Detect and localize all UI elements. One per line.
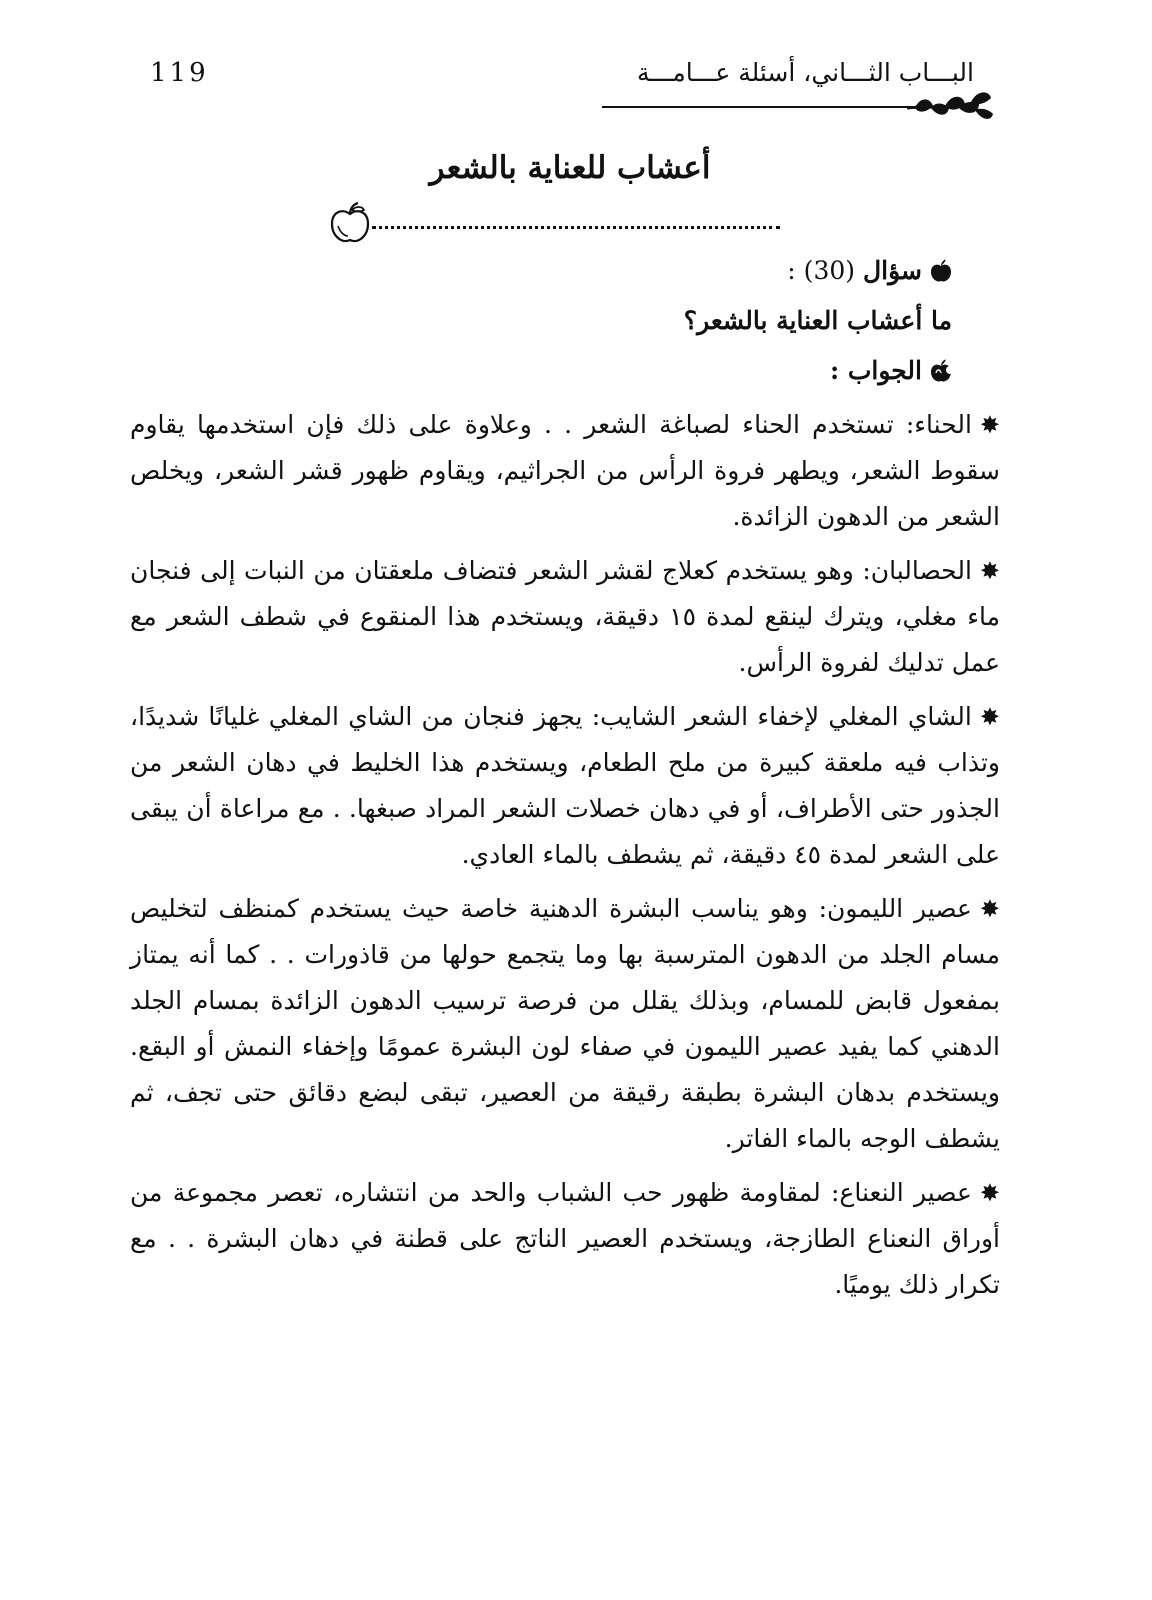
question-label: سؤال [863,256,922,285]
star-bullet-icon: ✸ [979,557,1000,585]
question-text [684,306,952,335]
star-bullet-icon: ✸ [979,895,1000,923]
question-number: (30) [803,256,856,285]
paragraph-henna [130,402,1000,540]
star-bullet-icon: ✸ [979,411,1000,439]
paragraph-rosemary [130,548,1000,686]
paragraph-lemon [130,886,1000,1162]
paragraph-text: الحناء: تستخدم الحناء لصباغة الشعر . . وعلاوة على ذلك فإن استخدمها يقاوم سقوط الشعر، ويطهر فروة الرأس من الجراثيم، ويقاوم ظهور قشر الشعر، ويخلص الشعر من الدهون الزائدة. [130,410,1000,531]
section-title: أعشاب للعناية بالشعر [429,150,711,186]
paragraph-tea [130,694,1000,878]
answer-heading [830,356,952,385]
star-bullet-icon: ✸ [979,1179,1000,1207]
paragraph-mint [130,1170,1000,1308]
running-header-title: البـــاب الثـــاني، أسئلة عـــامـــة [636,58,974,87]
paragraph-text: الحصالبان: وهو يستخدم كعلاج لقشر الشعر فتضاف ملعقتان من النبات إلى فنجان ماء مغلي، ويترك لينقع لمدة ١٥ دقيقة، ويستخدم هذا المنقوع في شطف الشعر مع عمل تدليك لفروة الرأس. [130,556,1001,677]
apple-bitten-icon [930,359,952,383]
leaf-branch-icon [905,86,995,134]
question-text-body: ما أعشاب العناية بالشعر؟ [683,306,952,335]
paragraph-text: الشاي المغلي لإخفاء الشعر الشايب: يجهز فنجان من الشاي المغلي غليانًا شديدًا، وتذاب فيه ملعقة كبيرة من ملح الطعام، ويستخدم هذا الخليط في دهان الشعر من الجذور حتى الأطراف، أو في دهان خصلات الشعر المراد صبغها. . مع مراعاة أن يبقى على الشعر لمدة ٤٥ دقيقة، ثم يشطف بالماء العادي. [130,702,1000,869]
star-bullet-icon: ✸ [979,703,1000,731]
paragraph-text: عصير الليمون: وهو يناسب البشرة الدهنية خاصة حيث يستخدم كمنظف لتخليص مسام الجلد من الدهون المترسبة بها وما يتجمع حولها من قاذورات . . كما أنه يمتاز بمفعول قابض للمسام، وبذلك يقلل من فرصة ترسيب الدهون الزائدة بمسام الجلد الدهني كما يفيد عصير الليمون في صفاء لون البشرة عمومًا وإخفاء النمش أو البقع. ويستخدم بدهان البشرة بطبقة رقيقة من العصير، تبقى لبضع دقائق حتى تجف، ثم يشطف الوجه بالماء الفاتر. [130,894,1000,1153]
question-suffix: : [787,256,796,285]
question-heading [787,256,952,285]
answer-body [130,402,1000,1316]
answer-label: الجواب : [829,356,922,385]
paragraph-text: عصير النعناع: لمقاومة ظهور حب الشباب والحد من انتشاره، تعصر مجموعة من أوراق النعناع الطازجة، ويستخدم العصير الناتج على قطنة في دهان البشرة . . مع تكرار ذلك يوميًا. [130,1178,1000,1299]
apple-outline-icon [326,200,374,248]
header-rule [602,106,914,108]
page-number: 119 [150,58,209,88]
apple-icon [930,259,952,283]
dotted-rule [372,226,780,229]
